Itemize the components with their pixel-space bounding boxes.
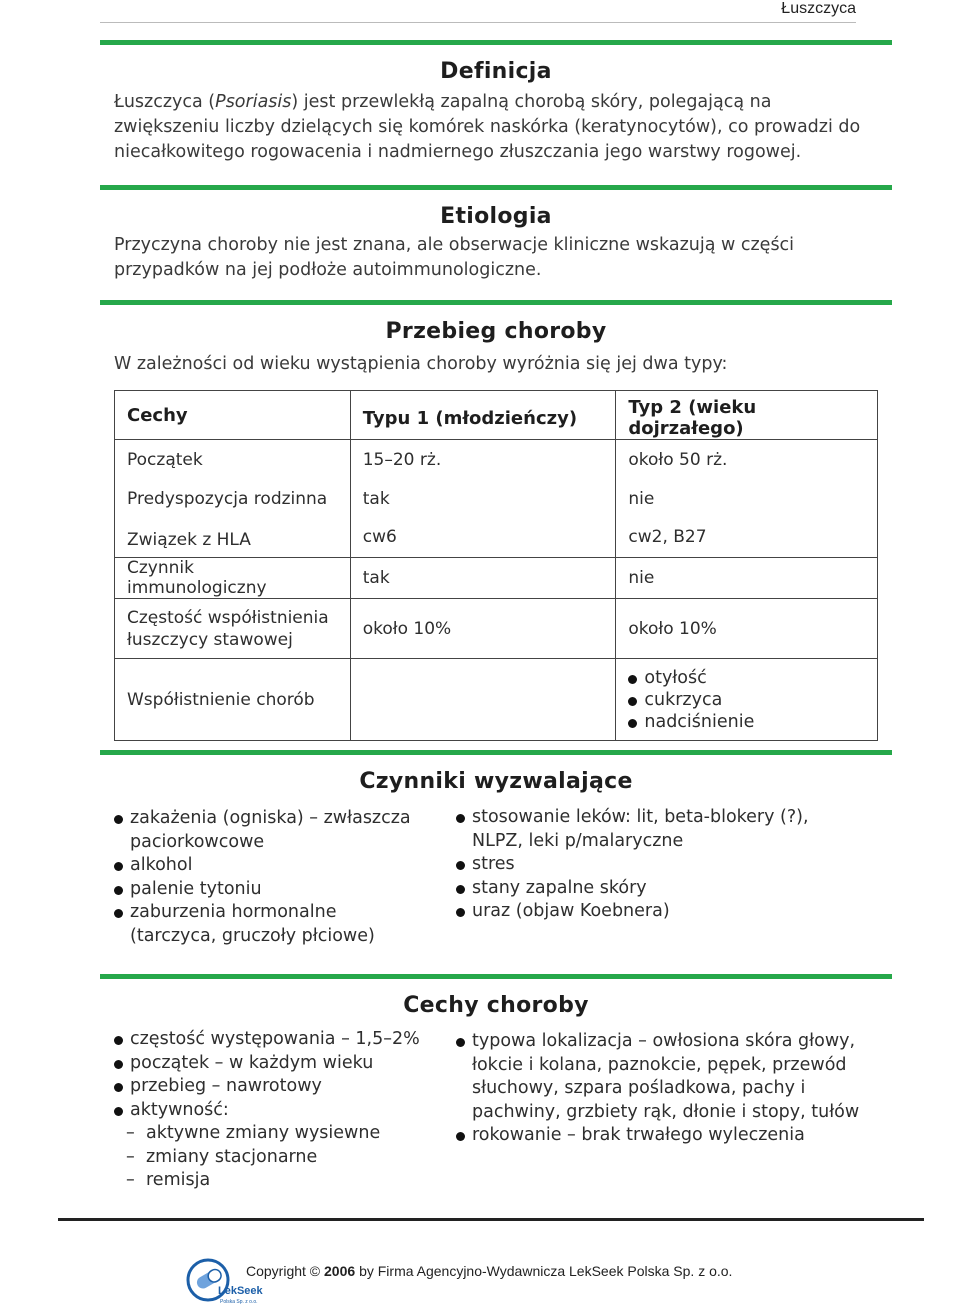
table-cell: nie [616, 558, 878, 599]
copyright-text [246, 1263, 732, 1279]
sub-list-item: – zmiany stacjonarne [124, 1146, 442, 1170]
table-cell: Współistnienie chorób [115, 659, 351, 741]
list-item: stosowanie leków: lit, beta-blokery (?), NLPZ, leki p/malaryczne [454, 806, 864, 853]
list-item: stres [454, 853, 864, 877]
comorbidity-list [626, 667, 865, 733]
table-cell: około 10% [350, 599, 616, 659]
table-cell: tak [350, 558, 616, 599]
sub-list-item: – remisja [124, 1169, 442, 1193]
table-cell: nie [616, 480, 878, 518]
list-item: aktywność: [112, 1099, 442, 1123]
sub-list-item: – aktywne zmiany wysiewne [124, 1122, 442, 1146]
list-item: otyłość [626, 667, 865, 689]
definition-text-end: ) jest przewlekłą zapalną chorobą skóry, polegającą na zwiększeniu liczby dzielących się komórek naskórka (keratynocytów), co prowadzi do niecałkowitego rogowacenia i nadmiernego złuszczania jego warstwy rogowej. [114, 92, 861, 162]
table-cell: Predyspozycja rodzinna [115, 480, 351, 518]
table-cell: cw2, B27 [616, 518, 878, 558]
table-cell [350, 659, 616, 741]
list-item: nadciśnienie [626, 711, 865, 733]
etiology-section [100, 185, 892, 290]
definition-title: Definicja [440, 59, 552, 84]
table-cell: Początek [115, 440, 351, 480]
definition-text [114, 90, 878, 165]
table-header-cell: Typu 1 (młodzieńczy) [350, 391, 616, 440]
logo-text: LekSeek [218, 1285, 263, 1297]
table-cell: Częstość współistnienia łuszczycy stawowej [115, 599, 351, 659]
list-item: zakażenia (ogniska) – zwłaszcza paciorkowcowe [112, 807, 422, 854]
table-row [115, 518, 878, 558]
table-row [115, 599, 878, 659]
disease-features-title: Cechy choroby [403, 993, 589, 1018]
list-item: cukrzyca [626, 689, 865, 711]
table-cell: cw6 [350, 518, 616, 558]
table-cell: Związek z HLA [115, 518, 351, 558]
lekseek-logo [184, 1256, 263, 1310]
list-item: częstość występowania – 1,5–2% [112, 1028, 442, 1052]
triggers-left-list [112, 807, 422, 948]
table-row [115, 659, 878, 741]
table-row [115, 440, 878, 480]
list-item: przebieg – nawrotowy [112, 1075, 442, 1099]
table-row [115, 558, 878, 599]
features-right-list [454, 1030, 882, 1148]
table-header-row [115, 391, 878, 440]
copyright-owner: by Firma Agencyjno-Wydawnicza LekSeek Polska Sp. z o.o. [359, 1263, 733, 1279]
definition-text-start: Łuszczyca ( [114, 92, 216, 112]
table-cell: 15–20 rż. [350, 440, 616, 480]
table-cell: tak [350, 480, 616, 518]
header-divider [100, 22, 856, 23]
etiology-title: Etiologia [440, 204, 552, 229]
list-item: alkohol [112, 854, 422, 878]
definition-section [100, 40, 892, 178]
etiology-text: Przyczyna choroby nie jest znana, ale obserwacje kliniczne wskazują w części przypadków na jej podłoże autoimmunologiczne. [114, 235, 795, 280]
disease-course-title: Przebieg choroby [385, 319, 607, 344]
table-cell: około 10% [616, 599, 878, 659]
triggers-right-list [454, 806, 864, 924]
table-cell: Czynnik immunologiczny [115, 558, 351, 599]
list-item: początek – w każdym wieku [112, 1052, 442, 1076]
table-row [115, 480, 878, 518]
latin-name: Psoriasis [215, 92, 292, 112]
list-item: rokowanie – brak trwałego wyleczenia [454, 1124, 882, 1148]
table-cell: około 50 rż. [616, 440, 878, 480]
logo-subtext: Polska Sp. z o.o. [220, 1299, 258, 1305]
copyright-year: 2006 [324, 1263, 356, 1279]
list-item: uraz (objaw Koebnera) [454, 900, 864, 924]
table-cell [616, 659, 878, 741]
list-item: palenie tytoniu [112, 878, 422, 902]
disease-course-intro: W zależności od wieku wystąpienia choroby wyróżnia się jej dwa typy: [114, 354, 728, 374]
disease-types-table [114, 390, 878, 741]
list-item: zaburzenia hormonalne (tarczyca, gruczoły płciowe) [112, 901, 422, 948]
list-item: stany zapalne skóry [454, 877, 864, 901]
running-header-title: Łuszczyca [781, 0, 856, 17]
features-left-list [112, 1028, 442, 1193]
table-header-cell: Cechy [115, 391, 351, 440]
copyright-prefix: Copyright © [246, 1263, 321, 1279]
footer-divider [58, 1218, 924, 1221]
triggers-title: Czynniki wyzwalające [359, 769, 633, 794]
logo-pill-icon [184, 1256, 263, 1306]
table-header-cell: Typ 2 (wieku dojrzałego) [616, 391, 878, 440]
list-item: typowa lokalizacja – owłosiona skóra głowy, łokcie i kolana, paznokcie, pępek, przewód słuchowy, szpara pośladkowa, pachy i pachwiny, grzbiety rąk, dłonie i stopy, tułów [454, 1030, 882, 1124]
